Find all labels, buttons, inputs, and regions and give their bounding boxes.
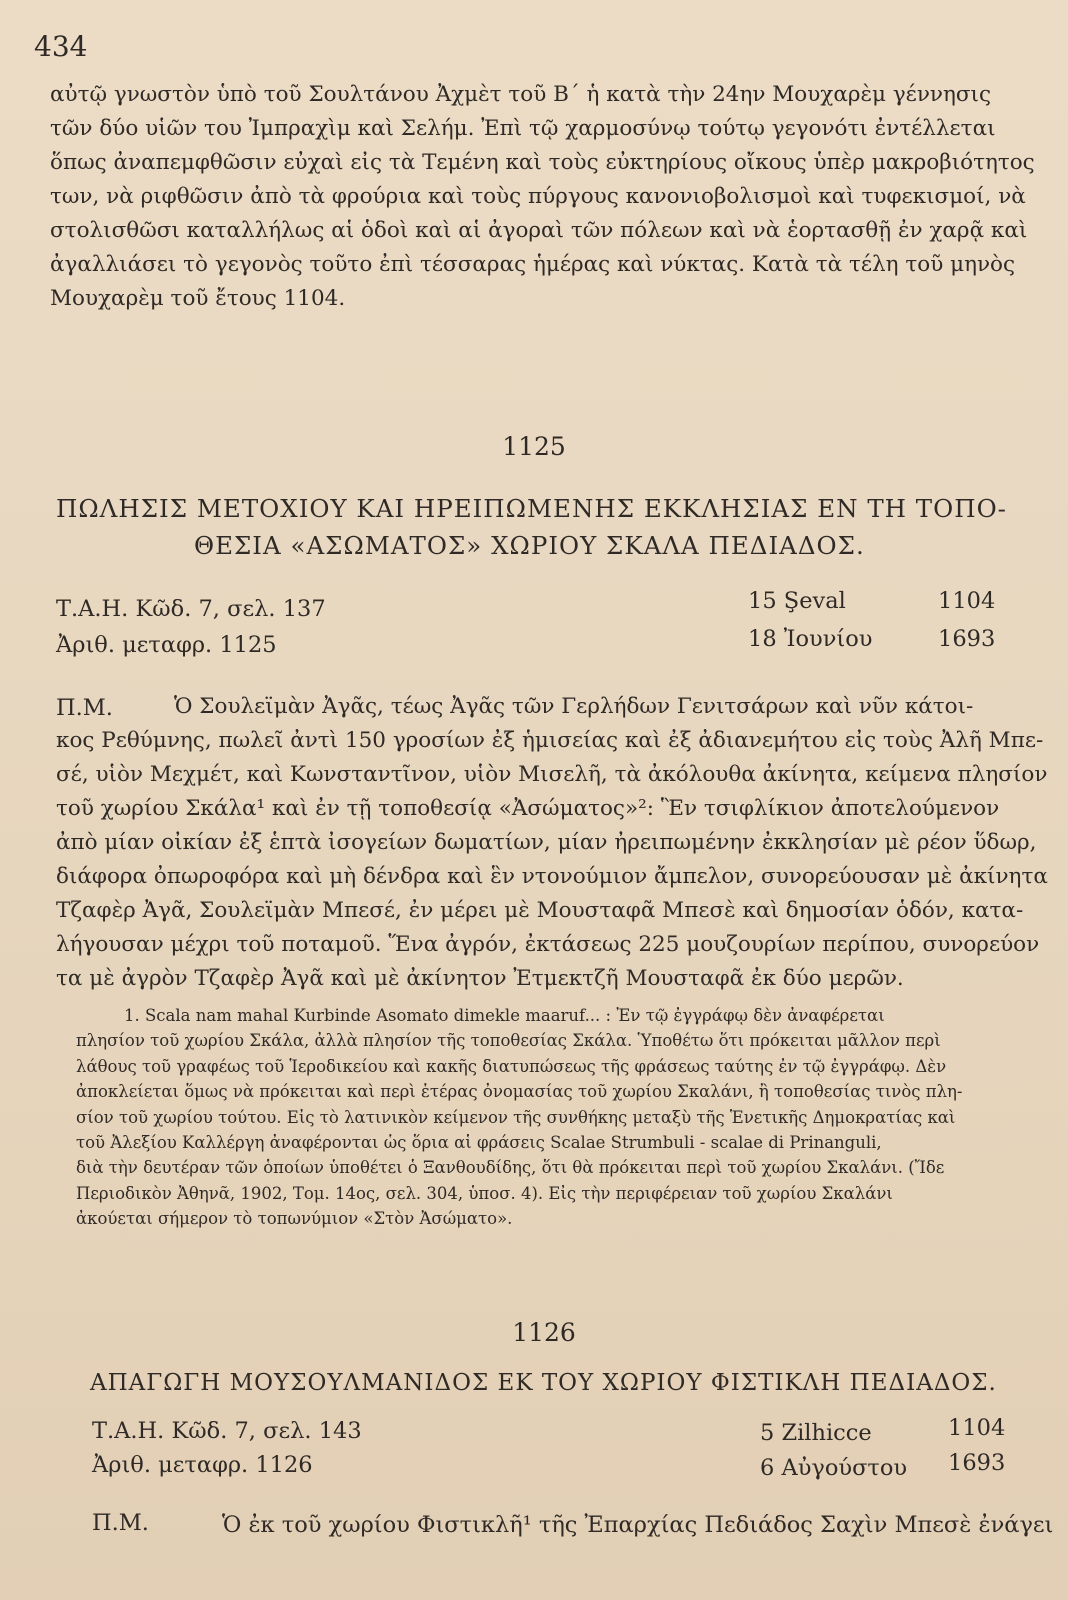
summary-label: Π.Μ.: [92, 1510, 149, 1536]
hijri-date: 5 Zilhicce: [760, 1420, 872, 1446]
footnote-line: ἀποκλείεται ὅμως νὰ πρόκειται καὶ περὶ ἑτέρας ὀνομασίας τοῦ χωρίου Σκαλάνι, ἢ τοποθεσίας τινὸς πλη-: [76, 1082, 963, 1102]
text-line: Τζαφὲρ Ἀγᾶ, Σουλεϊμὰν Μπεσέ, ἐν μέρει μὲ Μουσταφᾶ Μπεσὲ καὶ δημοσίαν ὁδόν, κατα-: [56, 898, 1024, 923]
document-number: 1126: [512, 1318, 576, 1347]
source-reference: Τ.Α.Η. Κῶδ. 7, σελ. 143: [92, 1418, 362, 1444]
text-line: Μουχαρὲμ τοῦ ἔτους 1104.: [50, 286, 346, 311]
gregorian-date: 6 Αὐγούστου: [760, 1455, 908, 1481]
hijri-date: 15 Şeval: [748, 588, 846, 614]
translation-number: Ἀριθ. μεταφρ. 1126: [92, 1452, 313, 1478]
gregorian-year: 1693: [938, 626, 996, 652]
text-line: των, νὰ ριφθῶσιν ἀπὸ τὰ φρούρια καὶ τοὺς πύργους κανονιοβολισμοὶ καὶ τυφεκισμοί, νὰ: [50, 184, 1026, 209]
gregorian-year: 1693: [948, 1450, 1006, 1476]
footnote-line: πλησίον τοῦ χωρίου Σκάλα, ἀλλὰ πλησίον τῆς τοποθεσίας Σκάλα. Ὑποθέτω ὅτι πρόκειται μᾶλλον περὶ: [76, 1031, 941, 1051]
footnote-line: ἀκούεται σήμερον τὸ τοπωνύμιον «Στὸν Ἀσώματο».: [76, 1209, 513, 1229]
translation-number: Ἀριθ. μεταφρ. 1125: [56, 632, 277, 658]
footnote-line: λάθους τοῦ γραφέως τοῦ Ἱεροδικείου καὶ κακῆς διατυπώσεως τῆς φράσεως ταύτης ἐν τῷ ἐγγράφῳ. Δὲν: [76, 1056, 947, 1076]
footnote-line: τοῦ Ἀλεξίου Καλλέργη ἀναφέρονται ὡς ὅρια αἱ φράσεις Scalae Strumbuli - scalae di Prinanguli,: [76, 1133, 882, 1153]
text-line: ἀγαλλιάσει τὸ γεγονὸς τοῦτο ἐπὶ τέσσαρας ἡμέρας καὶ νύκτας. Κατὰ τὰ τέλη τοῦ μηνὸς: [50, 252, 1016, 277]
hijri-year: 1104: [938, 588, 996, 614]
continuation-paragraph: [50, 78, 1035, 316]
text-line: τα μὲ ἀγρὸν Τζαφὲρ Ἀγᾶ καὶ μὲ ἀκίνητον Ἐτμεκτζῆ Μουσταφᾶ ἐκ δύο μερῶν.: [56, 966, 904, 991]
text-line: ὅπως ἀναπεμφθῶσιν εὐχαὶ εἰς τὰ Τεμένη καὶ τοὺς εὐκτηρίους οἴκους ὑπὲρ μακροβιότητος: [50, 150, 1035, 175]
document-body-start: Ὁ ἐκ τοῦ χωρίου Φιστικλῆ¹ τῆς Ἐπαρχίας Πεδιάδος Σαχὶν Μπεσὲ ἐνάγει: [222, 1512, 1054, 1538]
text-line: κος Ρεθύμνης, πωλεῖ ἀντὶ 150 γροσίων ἐξ ἡμισείας καὶ ἐξ ἀδιανεμήτου εἰς τοὺς Ἀλῆ Μπε-: [56, 728, 1044, 753]
footnote-line: Περιοδικὸν Ἀθηνᾶ, 1902, Τομ. 14ος, σελ. 304, ὑποσ. 4). Εἰς τὴν περιφέρειαν τοῦ χωρίου Σκαλάνι: [76, 1183, 893, 1203]
text-line: διάφορα ὀπωροφόρα καὶ μὴ δένδρα καὶ ἓν ντονούμιον ἄμπελον, συνορεύουσαν μὲ ἀκίνητα: [56, 864, 1048, 889]
text-line: αὐτῷ γνωστὸν ὑπὸ τοῦ Σουλτάνου Ἀχμὲτ τοῦ Β΄ ἡ κατὰ τὴν 24ην Μουχαρὲμ γέννησις: [50, 82, 991, 107]
document-title: [56, 490, 1007, 564]
title-line: ΑΠΑΓΩΓΗ ΜΟΥΣΟΥΛΜΑΝΙΔΟΣ ΕΚ ΤΟΥ ΧΩΡΙΟΥ ΦΙΣΤΙΚΛΗ ΠΕΔΙΑΔΟΣ.: [90, 1370, 997, 1396]
text-line: στολισθῶσι καταλλήλως αἱ ὁδοὶ καὶ αἱ ἀγοραὶ τῶν πόλεων καὶ νὰ ἑορτασθῇ ἐν χαρᾷ καὶ: [50, 218, 1028, 243]
page-number: 434: [34, 30, 88, 63]
footnote-line: σίον τοῦ χωρίου τούτου. Εἰς τὸ λατινικὸν κείμενον τῆς συνθήκης μεταξὺ τῆς Ἑνετικῆς Δημοκρατίας καὶ: [76, 1107, 956, 1127]
document-number: 1125: [502, 432, 566, 461]
footnote-line: διὰ τὴν δευτέραν τῶν ὁποίων ὑποθέτει ὁ Ξανθουδίδης, ὅτι θὰ πρόκειται περὶ τοῦ χωρίου Σκαλάνι. (Ἴδε: [76, 1158, 945, 1178]
footnote-line: 1. Scala nam mahal Kurbinde Asomato dimekle maaruf... : Ἐν τῷ ἐγγράφῳ δὲν ἀναφέρεται: [124, 1006, 885, 1025]
text-line: σέ, υἱὸν Μεχμέτ, καὶ Κωνσταντῖνον, υἱὸν Μισελῆ, τὰ ἀκόλουθα ἀκίνητα, κείμενα πλησίον: [56, 762, 1048, 787]
summary-label: Π.Μ.: [56, 695, 113, 721]
hijri-year: 1104: [948, 1415, 1006, 1441]
text-line: λήγουσαν μέχρι τοῦ ποταμοῦ. Ἕνα ἀγρόν, ἐκτάσεως 225 μουζουρίων περίπου, συνορεύον: [56, 932, 1040, 957]
text-line: Ὁ Σουλεϊμὰν Ἀγᾶς, τέως Ἀγᾶς τῶν Γερλήδων Γενιτσάρων καὶ νῦν κάτοι-: [174, 694, 974, 719]
source-reference: Τ.Α.Η. Κῶδ. 7, σελ. 137: [56, 596, 326, 622]
document-title: [90, 1365, 997, 1402]
text-line: ἀπὸ μίαν οἰκίαν ἐξ ἑπτὰ ἰσογείων δωματίων, μίαν ἠρειπωμένην ἐκκλησίαν μὲ ρέον ὕδωρ,: [56, 830, 1037, 855]
footnote: [76, 1003, 1016, 1232]
title-line: ΘΕΣΙΑ «ΑΣΩΜΑΤΟΣ» ΧΩΡΙΟΥ ΣΚΑΛΑ ΠΕΔΙΑΔΟΣ.: [194, 531, 865, 560]
title-line: ΠΩΛΗΣΙΣ ΜΕΤΟΧΙΟΥ ΚΑΙ ΗΡΕΙΠΩΜΕΝΗΣ ΕΚΚΛΗΣΙΑΣ ΕΝ ΤΗ ΤΟΠΟ-: [56, 494, 1007, 523]
gregorian-date: 18 Ἰουνίου: [748, 626, 873, 652]
text-line: τῶν δύο υἱῶν του Ἰμπραχὶμ καὶ Σελήμ. Ἐπὶ τῷ χαρμοσύνῳ τούτῳ γεγονότι ἐντέλλεται: [50, 116, 996, 141]
text-line: τοῦ χωρίου Σκάλα¹ καὶ ἐν τῇ τοποθεσίᾳ «Ἀσώματος»²: Ἓν τσιφλίκιον ἀποτελούμενον: [56, 796, 1000, 821]
document-body: [56, 690, 1048, 996]
